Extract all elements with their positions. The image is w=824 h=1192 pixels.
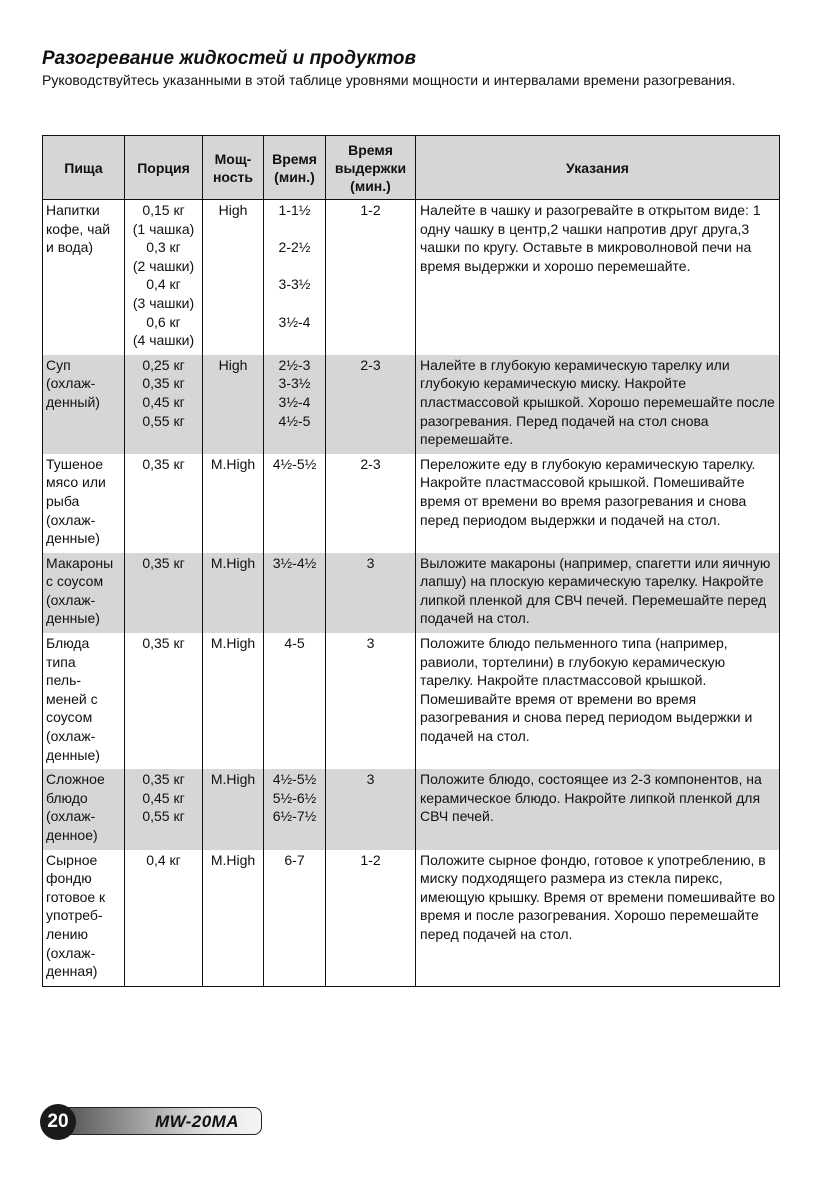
hold-cell: 3	[326, 553, 416, 633]
time-value: 3½-4	[278, 313, 311, 330]
power-cell: High	[203, 200, 264, 355]
time-value: 1-1½	[278, 202, 311, 218]
time-cell: 4½-5½	[264, 454, 326, 553]
portion-value: 0,3 кг (2 чашки)	[132, 239, 195, 274]
notes-cell: Положите блюдо пельменного типа (например, равиоли, тортелини) в глубокую керамическую тарелку. Накройте пластмассовой крышкой. Помешивайте время от времени во время разогревания и снова перед периодом выдержки и подачей на стол.	[416, 633, 780, 769]
food-cell: Блюда типа пель- меней с соусом (охлаж- денные)	[43, 633, 125, 769]
model-name: MW-20MA	[155, 1112, 240, 1131]
food-cell: Напитки кофе, чай и вода)	[43, 200, 125, 355]
portion-value: 0,4 кг (3 чашки)	[132, 276, 195, 311]
page-number: 20	[40, 1104, 76, 1140]
page-title: Разогревание жидкостей и продуктов	[42, 48, 416, 69]
power-cell: High	[203, 355, 264, 454]
portion-value: 0,15 кг (1 чашка)	[132, 202, 195, 237]
time-value: 3-3½	[278, 276, 311, 293]
food-cell: Макароны с соусом (охлаж- денные)	[43, 553, 125, 633]
header-portion: Порция	[125, 136, 203, 200]
portion-cell: 0,25 кг 0,35 кг 0,45 кг 0,55 кг	[125, 355, 203, 454]
table-row	[43, 454, 780, 553]
power-cell: M.High	[203, 850, 264, 987]
model-banner	[64, 1107, 262, 1135]
portion-cell: 0,35 кг	[125, 553, 203, 633]
time-cell: 4½-5½ 5½-6½ 6½-7½	[264, 769, 326, 849]
time-value: 2-2½	[278, 239, 311, 256]
table-row	[43, 850, 780, 987]
notes-cell: Выложите макароны (например, спагетти или яичную лапшу) на плоскую керамическую тарелку. Накройте липкой пленкой для СВЧ печей. Перемешайте перед подачей на стол.	[416, 553, 780, 633]
food-cell: Тушеное мясо или рыба (охлаж- денные)	[43, 454, 125, 553]
intro-text: Руководствуйтесь указанными в этой таблице уровнями мощности и интервалами времени разогревания.	[42, 72, 736, 88]
header-power: Мощ- ность	[203, 136, 264, 200]
notes-cell: Налейте в глубокую керамическую тарелку или глубокую керамическую миску. Накройте пластмассовой крышкой. Хорошо перемешайте после разогревания. Перед подачей на стол снова перемешайте.	[416, 355, 780, 454]
hold-cell: 3	[326, 769, 416, 849]
table-row	[43, 553, 780, 633]
food-cell: Сырное фондю готовое к употреб- лению (охлаж- денная)	[43, 850, 125, 987]
time-cell: 6-7	[264, 850, 326, 987]
time-cell	[264, 200, 326, 355]
power-cell: M.High	[203, 769, 264, 849]
page-footer	[40, 1104, 264, 1134]
notes-cell: Переложите еду в глубокую керамическую тарелку. Накройте пластмассовой крышкой. Помешивайте время от времени во время разогревания и снова перед периодом выдержки и подачей на стол.	[416, 454, 780, 553]
notes-cell: Налейте в чашку и разогревайте в открытом виде: 1 одну чашку в центр,2 чашки напротив друг друга,3 чашки по кругу. Оставьте в микроволновой печи на время выдержки и хорошо перемешайте.	[416, 200, 780, 355]
table-header-row	[43, 136, 780, 200]
food-cell: Суп (охлаж- денный)	[43, 355, 125, 454]
hold-cell: 2-3	[326, 454, 416, 553]
header-hold-time: Время выдержки (мин.)	[326, 136, 416, 200]
hold-cell: 3	[326, 633, 416, 769]
portion-cell: 0,35 кг 0,45 кг 0,55 кг	[125, 769, 203, 849]
power-cell: M.High	[203, 454, 264, 553]
portion-cell: 0,35 кг	[125, 454, 203, 553]
notes-cell: Положите блюдо, состоящее из 2-3 компонентов, на керамическое блюдо. Накройте липкой пленкой для СВЧ печей.	[416, 769, 780, 849]
hold-cell: 2-3	[326, 355, 416, 454]
time-cell: 3½-4½	[264, 553, 326, 633]
header-food: Пища	[43, 136, 125, 200]
hold-cell: 1-2	[326, 200, 416, 355]
portion-cell: 0,4 кг	[125, 850, 203, 987]
portion-cell	[125, 200, 203, 355]
time-cell: 2½-3 3-3½ 3½-4 4½-5	[264, 355, 326, 454]
table-row	[43, 769, 780, 849]
portion-cell: 0,35 кг	[125, 633, 203, 769]
header-time: Время (мин.)	[264, 136, 326, 200]
header-notes: Указания	[416, 136, 780, 200]
table-row	[43, 633, 780, 769]
notes-cell: Положите сырное фондю, готовое к употреблению, в миску подходящего размера из стекла пирекс, имеющую крышку. Время от времени помешивайте во время и после разогревания. Хорошо перемешайте перед подачей на стол.	[416, 850, 780, 987]
time-cell: 4-5	[264, 633, 326, 769]
food-cell: Сложное блюдо (охлаж- денное)	[43, 769, 125, 849]
power-cell: M.High	[203, 633, 264, 769]
power-cell: M.High	[203, 553, 264, 633]
table-row	[43, 355, 780, 454]
reheating-table	[42, 135, 780, 987]
hold-cell: 1-2	[326, 850, 416, 987]
portion-value: 0,6 кг (4 чашки)	[132, 313, 195, 349]
table-row	[43, 200, 780, 355]
